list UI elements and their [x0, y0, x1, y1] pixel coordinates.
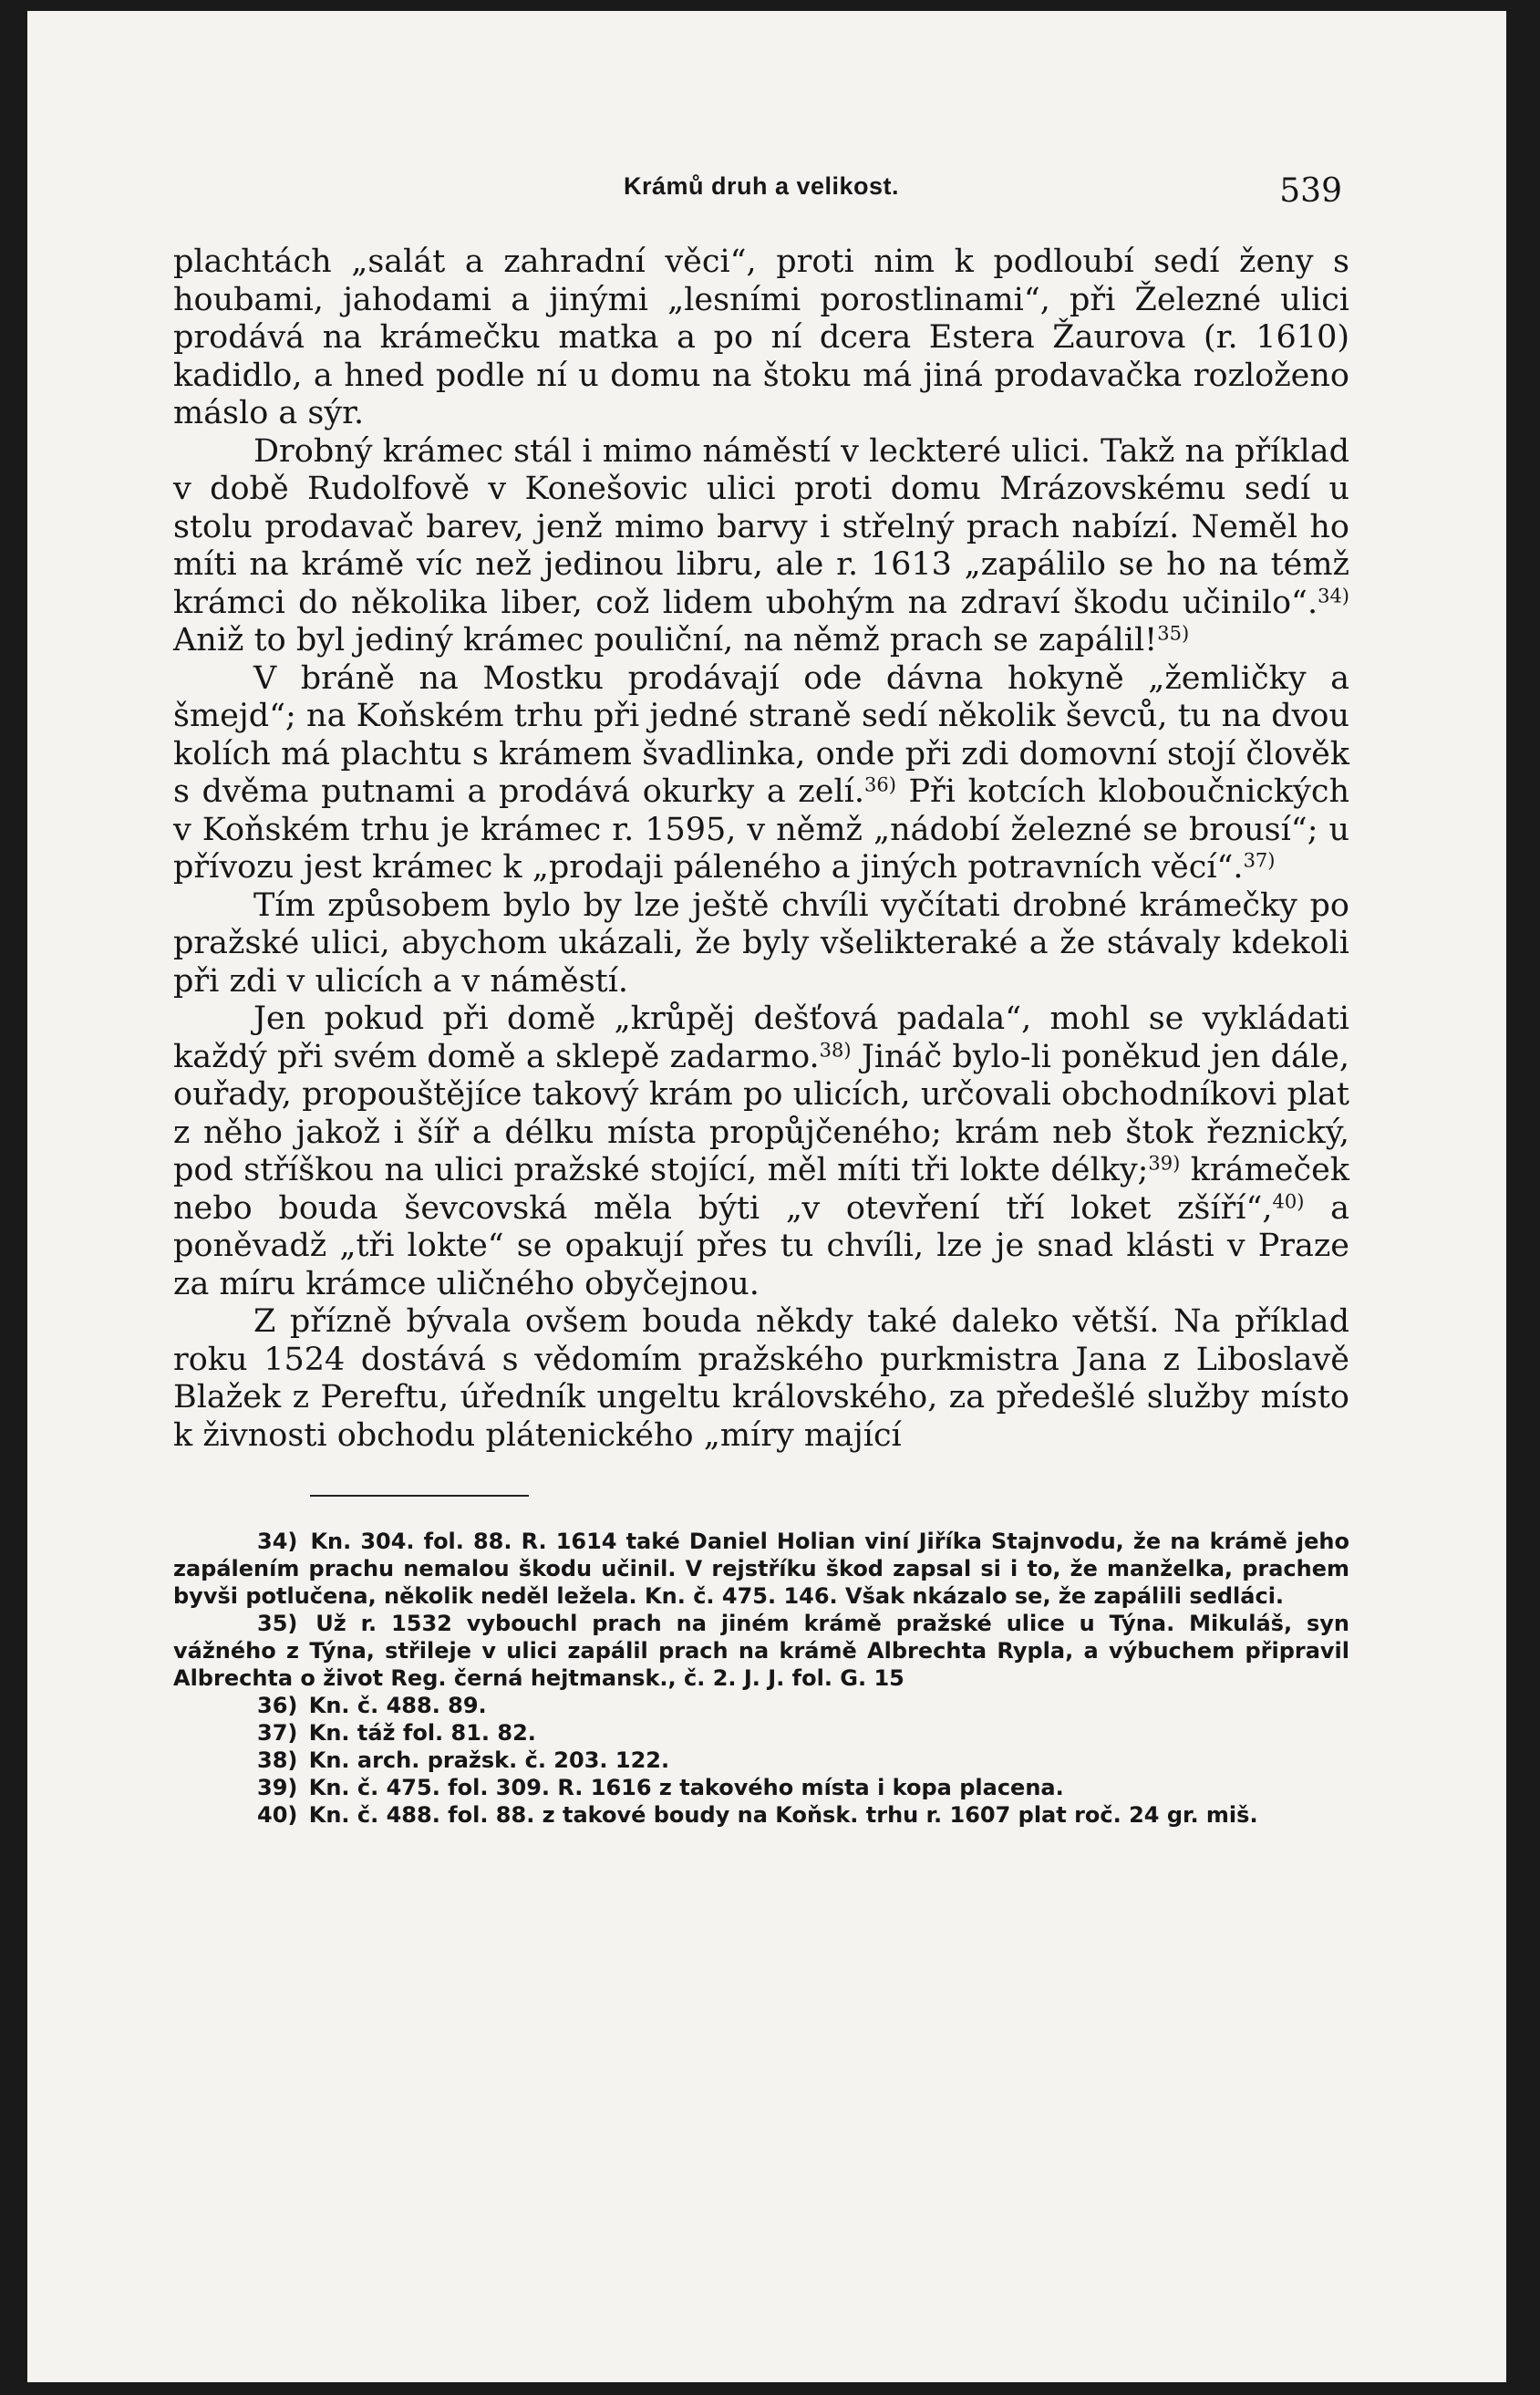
- paragraph-text: V bráně na Mostku prodávají ode dávna hokyně „žemličky a šmejd“; na Koňském trhu při jedné straně sedí několik ševců, tu na dvou kolích má plachtu s krámem švadlinka, onde při zdi domovní stojí člověk s dvěma putnami a prodává okurky a zelí.: [173, 659, 1349, 810]
- paragraph-text: krámeček nebo bouda ševcovská měla býti „v otevření tří loket zšíří“,: [173, 1152, 1349, 1227]
- paragraph-text: Aniž to byl jediný krámec pouliční, na němž prach se zapálil!: [173, 622, 1158, 658]
- paragraph: [173, 1001, 1349, 1303]
- footnote-text: Kn. č. 475. fol. 309. R. 1616 z takového místa i kopa placena.: [308, 1775, 1064, 1800]
- footnote: [173, 1774, 1349, 1801]
- paragraph: [173, 887, 1349, 1001]
- footnote-marker: 37): [257, 1720, 298, 1746]
- footnote-text: Kn. arch. pražsk. č. 203. 122.: [308, 1747, 670, 1773]
- footnote-text: Už r. 1532 vybouchl prach na jiném krámě pražské ulice u Týna. Mikuláš, syn vážného z Týna, střileje v ulici zapálil prach na krámě Albrechta Rypla, a výbuchem připravil Albrechta o život Reg. černá hejtmansk., č. 2. J. J. fol. G. 15: [173, 1611, 1349, 1691]
- paragraph-text: Při kotcích kloboučnických v Koňském trhu je krámec r. 1595, v němž „nádobí železné se brousí“; u přívozu jest krámec k „prodaji páleného a jiných potravních věcí“.: [173, 773, 1350, 886]
- footnote-marker: 38): [257, 1747, 298, 1773]
- footnote-text: Kn. č. 488. fol. 88. z takové boudy na Koňsk. trhu r. 1607 plat roč. 24 gr. miš.: [308, 1802, 1258, 1828]
- page-header: [173, 161, 1349, 216]
- footnote: [173, 1801, 1349, 1829]
- paragraph-text: plachtách „salát a zahradní věci“, proti nim k podloubí sedí ženy s houbami, jahodami a jinými „lesními porostlinami“, při Železné ulici prodává na krámečku matka a po ní dcera Estera Žaurova (r. 1610) kadidlo, a hned podle ní u domu na štoku má jiná prodavačka rozloženo máslo a sýr.: [173, 244, 1349, 431]
- footnote-marker: 40): [257, 1802, 298, 1828]
- body-text: [173, 244, 1349, 1455]
- running-title: Krámů druh a velikost.: [623, 172, 900, 200]
- footnote-marker: 34): [257, 1529, 298, 1554]
- paragraph-text: Z přízně bývala ovšem bouda někdy také daleko větší. Na příklad roku 1524 dostává s vědomím pražského purkmistra Jana z Liboslavě Blažek z Pereftu, úředník ungeltu královského, za předešlé služby místo k živnosti obchodu plátenického „míry mající: [173, 1303, 1349, 1454]
- footnote: [173, 1747, 1349, 1774]
- paragraph-text: a poněvadž „tři lokte“ se opakují přes tu chvíli, lze je snad klásti v Praze za míru krámce uličného obyčejnou.: [173, 1189, 1349, 1302]
- paragraph: [173, 433, 1349, 660]
- paragraph-text: Jen pokud při domě „krůpěj dešťová padala“, mohl se vykládati každý při svém domě a sklepě zadarmo.: [173, 1001, 1349, 1075]
- footnote: [173, 1692, 1349, 1719]
- paragraph-text: Jináč bylo-li poněkud jen dále, ouřady, propouštějíce takový krám po ulicích, určovali obchodníkovi plat z něho jakož i šíř a délku místa propůjčeného; krám neb štok řeznický, pod stříškou na ulici pražské stojící, měl míti tři lokte délky;: [173, 1038, 1349, 1188]
- footnote-reference: 36): [863, 773, 896, 796]
- footnote-text: Kn. č. 488. 89.: [308, 1693, 487, 1718]
- paragraph-text: Tím způsobem bylo by lze ještě chvíli vyčítati drobné krámečky po pražské ulici, abychom ukázali, že byly všelikteraké a že stávaly kdekoli při zdi v ulicích a v náměstí.: [173, 886, 1349, 1000]
- footnote: [173, 1610, 1349, 1692]
- footnote-marker: 39): [257, 1775, 298, 1800]
- book-page: [27, 11, 1506, 2382]
- footnote-reference: 37): [1243, 849, 1276, 872]
- footnote-text: Kn. 304. fol. 88. R. 1614 také Daniel Holian viní Jiříka Stajnvodu, že na krámě jeho zapálením prachu nemalou škodu učinil. V rejstříku škod zapsal si i to, že manželka, prachem byvši potlučena, několik neděl ležela. Kn. č. 475. 146. Však nkázalo se, že zapálili sedláci.: [173, 1529, 1349, 1609]
- footnote-reference: 40): [1272, 1189, 1305, 1212]
- footnotes: [173, 1528, 1349, 1829]
- paragraph-text: Drobný krámec stál i mimo náměstí v leckteré ulici. Takž na příklad v době Rudolfově v Konešovic ulici proti domu Mrázovskému sedí u stolu prodavač barev, jenž mimo barvy i střelný prach nabízí. Neměl ho míti na krámě víc než jedinou libru, ale r. 1613 „zapálilo se ho na témž krámci do několika liber, což lidem ubohým na zdraví škodu učinilo“.: [173, 432, 1349, 621]
- footnote-marker: 35): [257, 1611, 298, 1636]
- page-number: 539: [1279, 172, 1342, 210]
- paragraph: [173, 244, 1349, 433]
- footnote-text: Kn. táž fol. 81. 82.: [308, 1720, 536, 1746]
- footnote-reference: 35): [1157, 622, 1190, 645]
- footnote-separator: [310, 1495, 529, 1497]
- footnote: [173, 1528, 1349, 1610]
- footnote-reference: 34): [1318, 584, 1349, 607]
- footnote-reference: 39): [1148, 1152, 1181, 1175]
- page-content: [173, 161, 1349, 1829]
- footnote-reference: 38): [819, 1038, 852, 1061]
- paragraph: [173, 1303, 1349, 1455]
- footnote-marker: 36): [257, 1693, 298, 1718]
- paragraph: [173, 660, 1349, 887]
- footnote: [173, 1719, 1349, 1747]
